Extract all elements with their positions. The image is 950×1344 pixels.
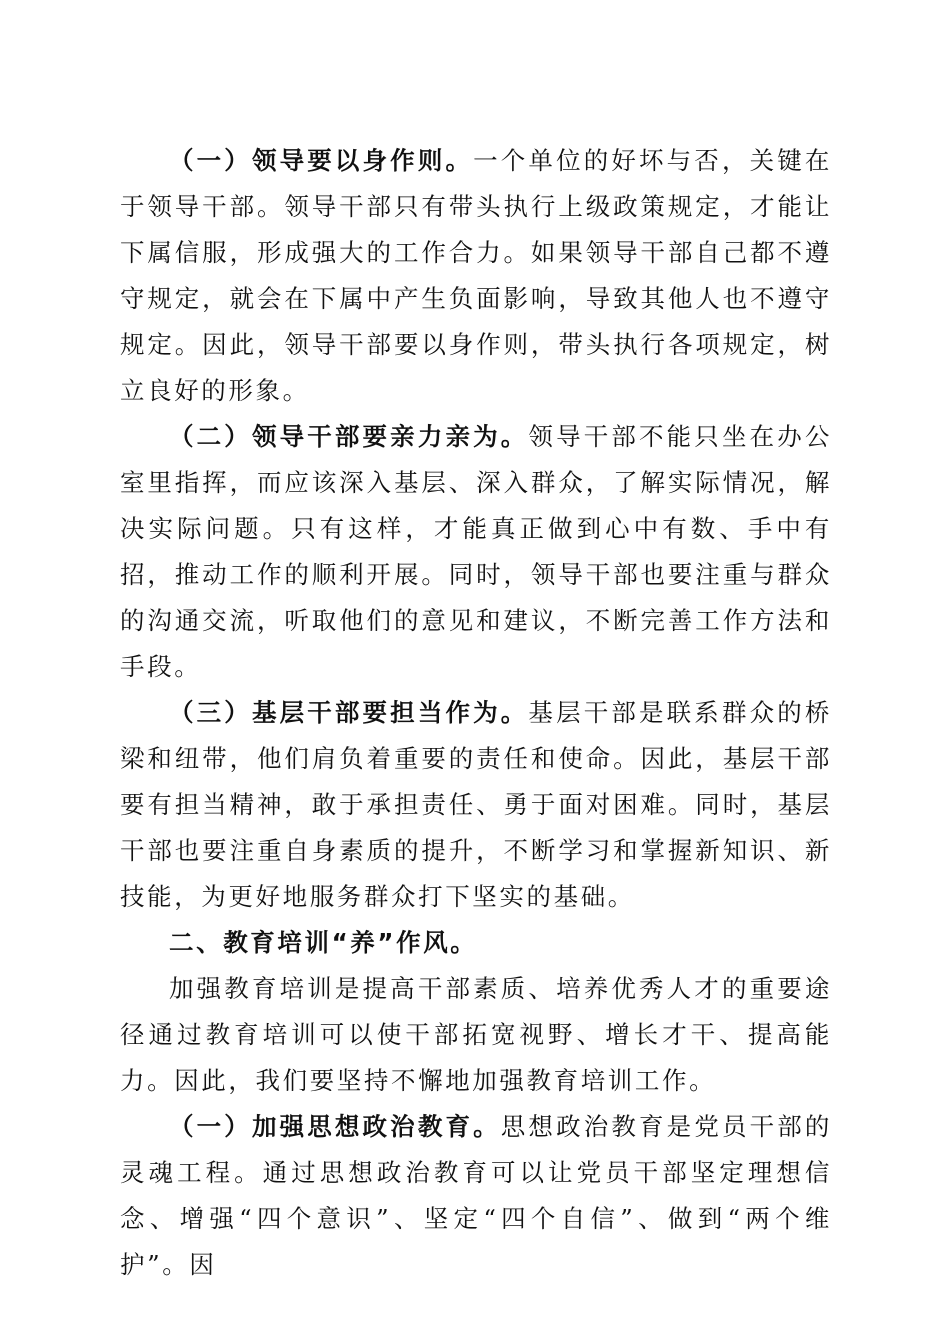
paragraph-leaders-set-example	[120, 138, 832, 414]
document-body	[120, 138, 832, 1288]
paragraph-text: 思想政治教育是党员干部的灵魂工程。通过思想政治教育可以让党员干部坚定理想信念、增强“四个意识”、坚定“四个自信”、做到“两个维护”。因	[120, 1112, 833, 1279]
subheading-leaders-hands-on: （二）领导干部要亲力亲为。	[169, 422, 529, 451]
subheading-grassroots-responsibility: （三）基层干部要担当作为。	[169, 698, 529, 727]
paragraph-text: 基层干部是联系群众的桥梁和纽带，他们肩负着重要的责任和使命。因此，基层干部要有担当精神，敢于承担责任、勇于面对困难。同时，基层干部也要注重自身素质的提升，不断学习和掌握新知识、新技能，为更好地服务群众打下坚实的基础。	[120, 698, 832, 911]
paragraph-leaders-hands-on	[120, 414, 832, 690]
subheading-political-education: （一）加强思想政治教育。	[169, 1112, 501, 1141]
section-heading-education-training: 二、教育培训“养”作风。	[169, 928, 478, 957]
paragraph-text: 一个单位的好坏与否，关键在于领导干部。领导干部只有带头执行上级政策规定，才能让下属信服，形成强大的工作合力。如果领导干部自己都不遵守规定，就会在下属中产生负面影响，导致其他人也不遵守规定。因此，领导干部要以身作则，带头执行各项规定，树立良好的形象。	[120, 146, 832, 405]
paragraph-political-education	[120, 1104, 832, 1288]
paragraph-text: 领导干部不能只坐在办公室里指挥，而应该深入基层、深入群众，了解实际情况，解决实际问题。只有这样，才能真正做到心中有数、手中有招，推动工作的顺利开展。同时，领导干部也要注重与群众的沟通交流，听取他们的意见和建议，不断完善工作方法和手段。	[120, 422, 832, 681]
subheading-leaders-set-example: （一）领导要以身作则。	[169, 146, 474, 175]
paragraph-grassroots-responsibility	[120, 690, 832, 920]
paragraph-education-intro: 加强教育培训是提高干部素质、培养优秀人才的重要途径通过教育培训可以使干部拓宽视野、增长才干、提高能力。因此，我们要坚持不懈地加强教育培训工作。	[120, 974, 832, 1095]
